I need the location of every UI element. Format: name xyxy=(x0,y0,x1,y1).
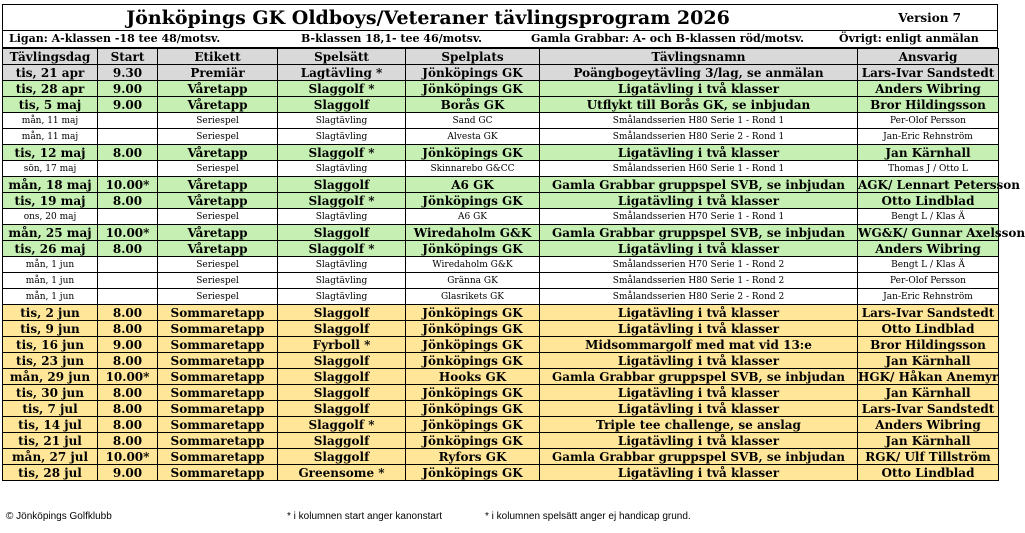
label-cell: Sommaretapp xyxy=(158,401,278,417)
venue-cell: Sand GC xyxy=(406,113,540,129)
venue-cell: A6 GK xyxy=(406,177,540,193)
venue-cell: Gränna GK xyxy=(406,273,540,289)
venue-cell: Wiredaholm G&K xyxy=(406,225,540,241)
start-cell: 8.00 xyxy=(98,417,158,433)
venue-cell: Borås GK xyxy=(406,97,540,113)
responsible-cell: Otto Lindblad xyxy=(858,321,999,337)
responsible-cell: Jan Kärnhall xyxy=(858,145,999,161)
label-cell: Våretapp xyxy=(158,145,278,161)
date-cell: ons, 20 maj xyxy=(3,209,98,225)
start-cell xyxy=(98,257,158,273)
start-cell: 8.00 xyxy=(98,241,158,257)
format-cell: Slaggolf xyxy=(278,305,406,321)
venue-cell: Jönköpings GK xyxy=(406,337,540,353)
start-cell xyxy=(98,289,158,305)
competition-cell: Ligatävling i två klasser xyxy=(540,385,858,401)
table-row xyxy=(3,145,999,161)
competition-cell: Ligatävling i två klasser xyxy=(540,465,858,481)
responsible-cell: WG&K/ Gunnar Axelsson xyxy=(858,225,1025,240)
competition-cell: Gamla Grabbar gruppspel SVB, se inbjudan xyxy=(540,225,858,241)
column-header-format: Spelsätt xyxy=(278,49,406,65)
date-cell: mån, 1 jun xyxy=(3,273,98,289)
date-cell: tis, 21 apr xyxy=(3,65,98,81)
table-row xyxy=(3,465,999,481)
format-cell: Slaggolf * xyxy=(278,241,406,257)
date-cell: tis, 9 jun xyxy=(3,321,98,337)
table-header-row xyxy=(3,49,999,65)
responsible-cell: Per-Olof Persson xyxy=(858,273,999,289)
label-cell: Seriespel xyxy=(158,129,278,145)
column-header-responsible: Ansvarig xyxy=(858,49,999,65)
responsible-cell: Anders Wibring xyxy=(858,81,999,97)
format-cell: Slagtävling xyxy=(278,273,406,289)
format-cell: Slagtävling xyxy=(278,129,406,145)
start-cell: 8.00 xyxy=(98,385,158,401)
date-cell: sön, 17 maj xyxy=(3,161,98,177)
competition-cell: Gamla Grabbar gruppspel SVB, se inbjudan xyxy=(540,369,858,385)
format-cell: Slaggolf xyxy=(278,177,406,193)
start-cell xyxy=(98,273,158,289)
date-cell: mån, 18 maj xyxy=(3,177,98,193)
date-cell: tis, 23 jun xyxy=(3,353,98,369)
start-cell: 8.00 xyxy=(98,193,158,209)
venue-cell: Jönköpings GK xyxy=(406,241,540,257)
label-cell: Våretapp xyxy=(158,81,278,97)
label-cell: Sommaretapp xyxy=(158,337,278,353)
label-cell: Våretapp xyxy=(158,193,278,209)
date-cell: tis, 12 maj xyxy=(3,145,98,161)
responsible-cell: Otto Lindblad xyxy=(858,193,999,209)
league-a-class: Ligan: A-klassen -18 tee 48/motsv. xyxy=(9,32,221,45)
table-row xyxy=(3,225,999,241)
competition-cell: Ligatävling i två klasser xyxy=(540,353,858,369)
date-cell: tis, 26 maj xyxy=(3,241,98,257)
format-cell: Lagtävling * xyxy=(278,65,406,81)
competition-cell: Smålandsserien H80 Serie 1 - Rond 2 xyxy=(540,273,858,289)
footer-note-mode: * i kolumnen spelsätt anger ej handicap grund. xyxy=(485,511,691,522)
table-row xyxy=(3,161,999,177)
competition-cell: Smålandsserien H70 Serie 1 - Rond 1 xyxy=(540,209,858,225)
label-cell: Seriespel xyxy=(158,273,278,289)
label-cell: Premiär xyxy=(158,65,278,81)
date-cell: mån, 25 maj xyxy=(3,225,98,241)
venue-cell: Hooks GK xyxy=(406,369,540,385)
competition-cell: Ligatävling i två klasser xyxy=(540,305,858,321)
date-cell: mån, 11 maj xyxy=(3,129,98,145)
format-cell: Slaggolf xyxy=(278,369,406,385)
table-row xyxy=(3,337,999,353)
format-cell: Slaggolf xyxy=(278,97,406,113)
competition-cell: Ligatävling i två klasser xyxy=(540,401,858,417)
column-header-start: Start xyxy=(98,49,158,65)
competition-cell: Smålandsserien H80 Serie 1 - Rond 1 xyxy=(540,113,858,129)
league-other: Övrigt: enligt anmälan xyxy=(839,32,979,45)
responsible-cell: Lars-Ivar Sandstedt xyxy=(858,65,999,81)
league-b-class: B-klassen 18,1- tee 46/motsv. xyxy=(301,32,482,45)
table-row xyxy=(3,257,999,273)
label-cell: Våretapp xyxy=(158,177,278,193)
table-row xyxy=(3,209,999,225)
venue-cell: Jönköpings GK xyxy=(406,145,540,161)
competition-cell: Smålandsserien H70 Serie 1 - Rond 2 xyxy=(540,257,858,273)
date-cell: mån, 27 jul xyxy=(3,449,98,465)
date-cell: mån, 11 maj xyxy=(3,113,98,129)
start-cell: 8.00 xyxy=(98,353,158,369)
responsible-cell: RGK/ Ulf Tillström xyxy=(858,449,999,465)
format-cell: Slaggolf xyxy=(278,353,406,369)
start-cell: 8.00 xyxy=(98,145,158,161)
date-cell: tis, 7 jul xyxy=(3,401,98,417)
responsible-cell: Jan-Eric Rehnström xyxy=(858,129,999,145)
venue-cell: Jönköpings GK xyxy=(406,385,540,401)
venue-cell: Jönköpings GK xyxy=(406,401,540,417)
responsible-cell: Lars-Ivar Sandstedt xyxy=(858,305,999,321)
table-row xyxy=(3,401,999,417)
competition-cell: Smålandsserien H80 Serie 2 - Rond 1 xyxy=(540,129,858,145)
venue-cell: Jönköpings GK xyxy=(406,321,540,337)
competition-cell: Gamla Grabbar gruppspel SVB, se inbjudan xyxy=(540,449,858,465)
table-row xyxy=(3,273,999,289)
start-cell: 8.00 xyxy=(98,401,158,417)
table-row xyxy=(3,97,999,113)
responsible-cell: Jan Kärnhall xyxy=(858,433,999,449)
format-cell: Slaggolf xyxy=(278,449,406,465)
format-cell: Fyrboll * xyxy=(278,337,406,353)
table-row xyxy=(3,241,999,257)
table-row xyxy=(3,177,999,193)
date-cell: tis, 21 jul xyxy=(3,433,98,449)
venue-cell: Jönköpings GK xyxy=(406,353,540,369)
responsible-cell: Per-Olof Persson xyxy=(858,113,999,129)
label-cell: Seriespel xyxy=(158,257,278,273)
start-cell: 10.00* xyxy=(98,177,158,193)
table-row xyxy=(3,305,999,321)
start-cell xyxy=(98,113,158,129)
column-header-venue: Spelplats xyxy=(406,49,540,65)
venue-cell: Glasrikets GK xyxy=(406,289,540,305)
format-cell: Slaggolf xyxy=(278,225,406,241)
format-cell: Slagtävling xyxy=(278,161,406,177)
competition-cell: Ligatävling i två klasser xyxy=(540,81,858,97)
start-cell: 9.00 xyxy=(98,81,158,97)
venue-cell: Jönköpings GK xyxy=(406,417,540,433)
responsible-cell: Bengt L / Klas Ä xyxy=(858,209,999,225)
responsible-cell: Otto Lindblad xyxy=(858,465,999,481)
table-row xyxy=(3,433,999,449)
date-cell: tis, 28 jul xyxy=(3,465,98,481)
venue-cell: Jönköpings GK xyxy=(406,465,540,481)
competition-cell: Gamla Grabbar gruppspel SVB, se inbjudan xyxy=(540,177,858,193)
league-info-row xyxy=(2,31,998,48)
column-header-competition: Tävlingsnamn xyxy=(540,49,858,65)
venue-cell: Jönköpings GK xyxy=(406,81,540,97)
competition-cell: Ligatävling i två klasser xyxy=(540,193,858,209)
responsible-cell: AGK/ Lennart Petersson xyxy=(858,177,1020,192)
competition-cell: Poängbogeytävling 3/lag, se anmälan xyxy=(540,65,858,81)
start-cell: 9.00 xyxy=(98,97,158,113)
venue-cell: Jönköpings GK xyxy=(406,305,540,321)
competition-cell: Smålandsserien H80 Serie 2 - Rond 2 xyxy=(540,289,858,305)
table-row xyxy=(3,65,999,81)
responsible-cell: Lars-Ivar Sandstedt xyxy=(858,401,999,417)
responsible-cell: Bengt L / Klas Ä xyxy=(858,257,999,273)
label-cell: Våretapp xyxy=(158,241,278,257)
responsible-cell: Jan Kärnhall xyxy=(858,385,999,401)
format-cell: Slagtävling xyxy=(278,289,406,305)
label-cell: Sommaretapp xyxy=(158,465,278,481)
table-row xyxy=(3,417,999,433)
table-row xyxy=(3,129,999,145)
table-row xyxy=(3,369,999,385)
version-label: Version 7 xyxy=(898,11,961,25)
format-cell: Slagtävling xyxy=(278,257,406,273)
label-cell: Seriespel xyxy=(158,289,278,305)
label-cell: Våretapp xyxy=(158,225,278,241)
venue-cell: Jönköpings GK xyxy=(406,433,540,449)
start-cell: 10.00* xyxy=(98,225,158,241)
label-cell: Sommaretapp xyxy=(158,353,278,369)
competition-cell: Triple tee challenge, se anslag xyxy=(540,417,858,433)
table-row xyxy=(3,81,999,97)
table-row xyxy=(3,385,999,401)
column-header-date: Tävlingsdag xyxy=(3,49,98,65)
date-cell: tis, 5 maj xyxy=(3,97,98,113)
venue-cell: Skinnarebo G&CC xyxy=(406,161,540,177)
schedule-table xyxy=(2,48,1025,481)
label-cell: Sommaretapp xyxy=(158,449,278,465)
title-row xyxy=(2,4,998,31)
format-cell: Slaggolf xyxy=(278,433,406,449)
responsible-cell: HGK/ Håkan Anemyr xyxy=(858,369,999,384)
competition-cell: Ligatävling i två klasser xyxy=(540,433,858,449)
label-cell: Seriespel xyxy=(158,161,278,177)
start-cell xyxy=(98,129,158,145)
responsible-cell: Thomas J / Otto L xyxy=(858,161,999,177)
responsible-cell: Jan-Eric Rehnström xyxy=(858,289,999,305)
start-cell xyxy=(98,161,158,177)
date-cell: mån, 29 jun xyxy=(3,369,98,385)
start-cell: 8.00 xyxy=(98,321,158,337)
date-cell: tis, 2 jun xyxy=(3,305,98,321)
schedule-rows xyxy=(3,65,1025,481)
footer-note-start: * i kolumnen start anger kanonstart xyxy=(287,511,443,522)
start-cell: 10.00* xyxy=(98,369,158,385)
format-cell: Slaggolf * xyxy=(278,193,406,209)
table-row xyxy=(3,449,999,465)
date-cell: mån, 1 jun xyxy=(3,289,98,305)
table-row xyxy=(3,321,999,337)
label-cell: Sommaretapp xyxy=(158,305,278,321)
responsible-cell: Anders Wibring xyxy=(858,241,999,257)
format-cell: Slaggolf * xyxy=(278,417,406,433)
competition-cell: Ligatävling i två klasser xyxy=(540,241,858,257)
date-cell: tis, 30 jun xyxy=(3,385,98,401)
format-cell: Slaggolf xyxy=(278,385,406,401)
venue-cell: Ryfors GK xyxy=(406,449,540,465)
competition-cell: Smålandsserien H60 Serie 1 - Rond 1 xyxy=(540,161,858,177)
start-cell xyxy=(98,209,158,225)
competition-cell: Midsommargolf med mat vid 13:e xyxy=(540,337,858,353)
start-cell: 8.00 xyxy=(98,433,158,449)
label-cell: Seriespel xyxy=(158,209,278,225)
date-cell: mån, 1 jun xyxy=(3,257,98,273)
table-row xyxy=(3,113,999,129)
date-cell: tis, 19 maj xyxy=(3,193,98,209)
table-row xyxy=(3,289,999,305)
format-cell: Slaggolf * xyxy=(278,145,406,161)
label-cell: Sommaretapp xyxy=(158,321,278,337)
date-cell: tis, 28 apr xyxy=(3,81,98,97)
table-row xyxy=(3,193,999,209)
label-cell: Seriespel xyxy=(158,113,278,129)
page-title: Jönköpings GK Oldboys/Veteraner tävlingsprogram 2026 xyxy=(126,7,730,29)
league-old-boys: Gamla Grabbar: A- och B-klassen röd/motsv. xyxy=(531,32,805,45)
venue-cell: Alvesta GK xyxy=(406,129,540,145)
format-cell: Greensome * xyxy=(278,465,406,481)
date-cell: tis, 14 jul xyxy=(3,417,98,433)
venue-cell: Jönköpings GK xyxy=(406,193,540,209)
format-cell: Slagtävling xyxy=(278,113,406,129)
format-cell: Slaggolf xyxy=(278,401,406,417)
table-row xyxy=(3,353,999,369)
format-cell: Slagtävling xyxy=(278,209,406,225)
competition-cell: Ligatävling i två klasser xyxy=(540,321,858,337)
responsible-cell: Jan Kärnhall xyxy=(858,353,999,369)
start-cell: 10.00* xyxy=(98,449,158,465)
date-cell: tis, 16 jun xyxy=(3,337,98,353)
competition-cell: Utflykt till Borås GK, se inbjudan xyxy=(540,97,858,113)
start-cell: 9.30 xyxy=(98,65,158,81)
start-cell: 9.00 xyxy=(98,337,158,353)
responsible-cell: Anders Wibring xyxy=(858,417,999,433)
footer-copyright: © Jönköpings Golfklubb xyxy=(6,511,112,522)
competition-cell: Ligatävling i två klasser xyxy=(540,145,858,161)
venue-cell: Jönköpings GK xyxy=(406,65,540,81)
format-cell: Slaggolf * xyxy=(278,81,406,97)
label-cell: Sommaretapp xyxy=(158,369,278,385)
venue-cell: A6 GK xyxy=(406,209,540,225)
label-cell: Sommaretapp xyxy=(158,433,278,449)
responsible-cell: Bror Hildingsson xyxy=(858,337,999,353)
column-header-label: Etikett xyxy=(158,49,278,65)
label-cell: Våretapp xyxy=(158,97,278,113)
start-cell: 9.00 xyxy=(98,465,158,481)
start-cell: 8.00 xyxy=(98,305,158,321)
format-cell: Slaggolf xyxy=(278,321,406,337)
label-cell: Sommaretapp xyxy=(158,417,278,433)
responsible-cell: Bror Hildingsson xyxy=(858,97,999,113)
venue-cell: Wiredaholm G&K xyxy=(406,257,540,273)
label-cell: Sommaretapp xyxy=(158,385,278,401)
